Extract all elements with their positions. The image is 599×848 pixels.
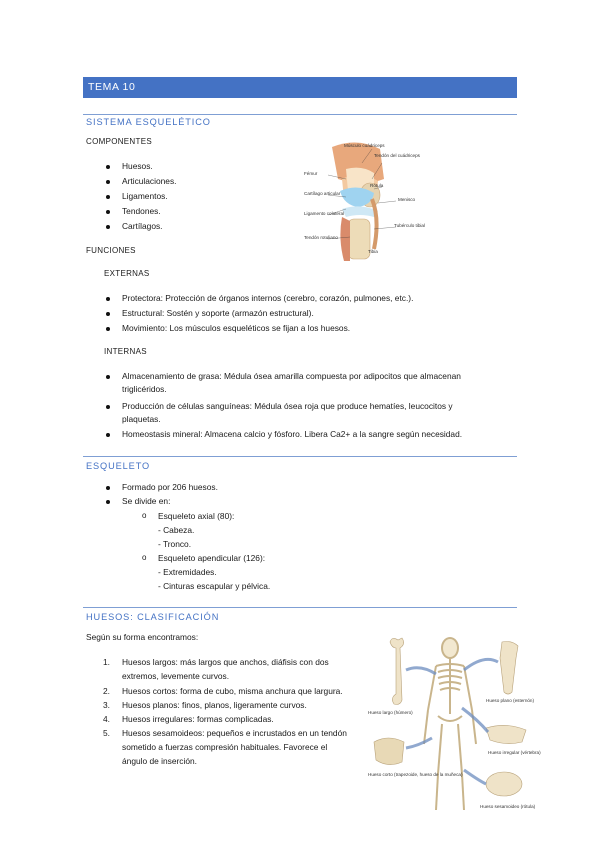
label-tendon-rotuliano: Tendón rotuliano (304, 235, 338, 240)
label-tendon-cuadriceps: Tendón del cuádriceps (374, 153, 420, 158)
section-title-sistema: SISTEMA ESQUELÉTICO (86, 117, 211, 127)
label-hueso-largo: Hueso largo (húmero) (368, 710, 413, 715)
externas-label: EXTERNAS (104, 269, 150, 278)
knee-anatomy-figure (302, 139, 425, 264)
list-number: 5. (103, 728, 110, 738)
axial-item: - Tronco. (158, 539, 192, 549)
componente-item: Huesos. (122, 161, 153, 171)
componente-item: Ligamentos. (122, 191, 168, 201)
bullet-icon (106, 312, 110, 316)
label-menisco: Menisco (398, 197, 416, 202)
interna-item-line: Producción de células sanguíneas: Médula ósea roja que produce hematíes, leucocitos y (122, 401, 453, 411)
clasificacion-item-line: Huesos irregulares: formas complicadas. (122, 714, 274, 724)
label-hueso-corto: Hueso corto (trapezoide, hueso de la muñeca) (368, 772, 463, 777)
bullet-icon (106, 165, 110, 169)
bullet-icon (106, 500, 110, 504)
section-rule (83, 607, 517, 608)
circle-bullet-icon: o (142, 511, 147, 520)
componente-item: Cartílagos. (122, 221, 163, 231)
section-title-esqueleto: ESQUELETO (86, 461, 151, 471)
label-rotula: Rótula (370, 183, 384, 188)
bullet-icon (106, 180, 110, 184)
bullet-icon (106, 375, 110, 379)
skeleton-bone-types-figure (366, 634, 541, 818)
interna-item-line: plaquetas. (122, 414, 161, 424)
esqueleto-item: Se divide en: (122, 496, 171, 506)
esqueleto-item: Formado por 206 huesos. (122, 482, 218, 492)
list-number: 3. (103, 700, 110, 710)
list-number: 1. (103, 657, 110, 667)
componente-item: Articulaciones. (122, 176, 177, 186)
bullet-icon (106, 327, 110, 331)
list-number: 4. (103, 714, 110, 724)
bullet-icon (106, 297, 110, 301)
bullet-icon (106, 210, 110, 214)
clasificacion-item-line: sometido a fuerzas compresión habituales. Favorece el (122, 742, 328, 752)
clasificacion-item-line: ángulo de inserción. (122, 756, 197, 766)
componentes-label: COMPONENTES (86, 137, 152, 146)
label-femur: Fémur (304, 171, 318, 176)
funciones-label: FUNCIONES (86, 246, 136, 255)
interna-item-line: triglicéridos. (122, 384, 167, 394)
axial-item: - Cabeza. (158, 525, 195, 535)
apendicular-item: - Cinturas escapular y pélvica. (158, 581, 271, 591)
interna-item-line: Almacenamiento de grasa: Médula ósea amarilla compuesta por adipocitos que almacenan (122, 371, 461, 381)
bullet-icon (106, 433, 110, 437)
bullet-icon (106, 486, 110, 490)
apendicular-label: Esqueleto apendicular (126): (158, 553, 266, 563)
clasificacion-item-line: Huesos sesamoideos: pequeños e incrustados en un tendón (122, 728, 347, 738)
label-tibia: Tibia (368, 249, 378, 254)
list-number: 2. (103, 686, 110, 696)
label-cartilago: Cartílago articular (304, 191, 341, 196)
internas-label: INTERNAS (104, 347, 147, 356)
externa-item: Estructural: Sostén y soporte (armazón estructural). (122, 308, 314, 318)
label-hueso-sesamoideo: Hueso sesamoideo (rótula) (480, 804, 536, 809)
externa-item: Protectora: Protección de órganos internos (cerebro, corazón, pulmones, etc.). (122, 293, 414, 303)
topic-banner: TEMA 10 (83, 77, 517, 98)
bullet-icon (106, 225, 110, 229)
section-rule (83, 456, 517, 457)
clasificacion-item-line: Huesos cortos: forma de cubo, misma anchura que largura. (122, 686, 343, 696)
label-tuberculo: Tubérculo tibial (394, 223, 425, 228)
label-ligamento: Ligamento colateral (304, 211, 345, 216)
externa-item: Movimiento: Los músculos esqueléticos se fijan a los huesos. (122, 323, 351, 333)
clasificacion-item-line: extremos, levemente curvos. (122, 671, 230, 681)
label-hueso-irregular: Hueso irregular (vértebra) (488, 750, 541, 755)
label-hueso-plano: Hueso plano (esternón) (486, 698, 535, 703)
clasificacion-item-line: Huesos largos: más largos que anchos, diáfisis con dos (122, 657, 329, 667)
axial-label: Esqueleto axial (80): (158, 511, 235, 521)
label-musculo: Músculo cuádriceps (344, 143, 385, 148)
circle-bullet-icon: o (142, 553, 147, 562)
componente-item: Tendones. (122, 206, 161, 216)
clasificacion-intro: Según su forma encontramos: (86, 632, 199, 642)
apendicular-item: - Extremidades. (158, 567, 217, 577)
section-title-clasificacion: HUESOS: CLASIFICACIÓN (86, 612, 220, 622)
clasificacion-item-line: Huesos planos: finos, planos, ligeramente curvos. (122, 700, 307, 710)
section-rule (83, 114, 517, 115)
interna-item-line: Homeostasis mineral: Almacena calcio y fósforo. Libera Ca2+ a la sangre según necesidad. (122, 429, 463, 439)
bullet-icon (106, 195, 110, 199)
bullet-icon (106, 405, 110, 409)
